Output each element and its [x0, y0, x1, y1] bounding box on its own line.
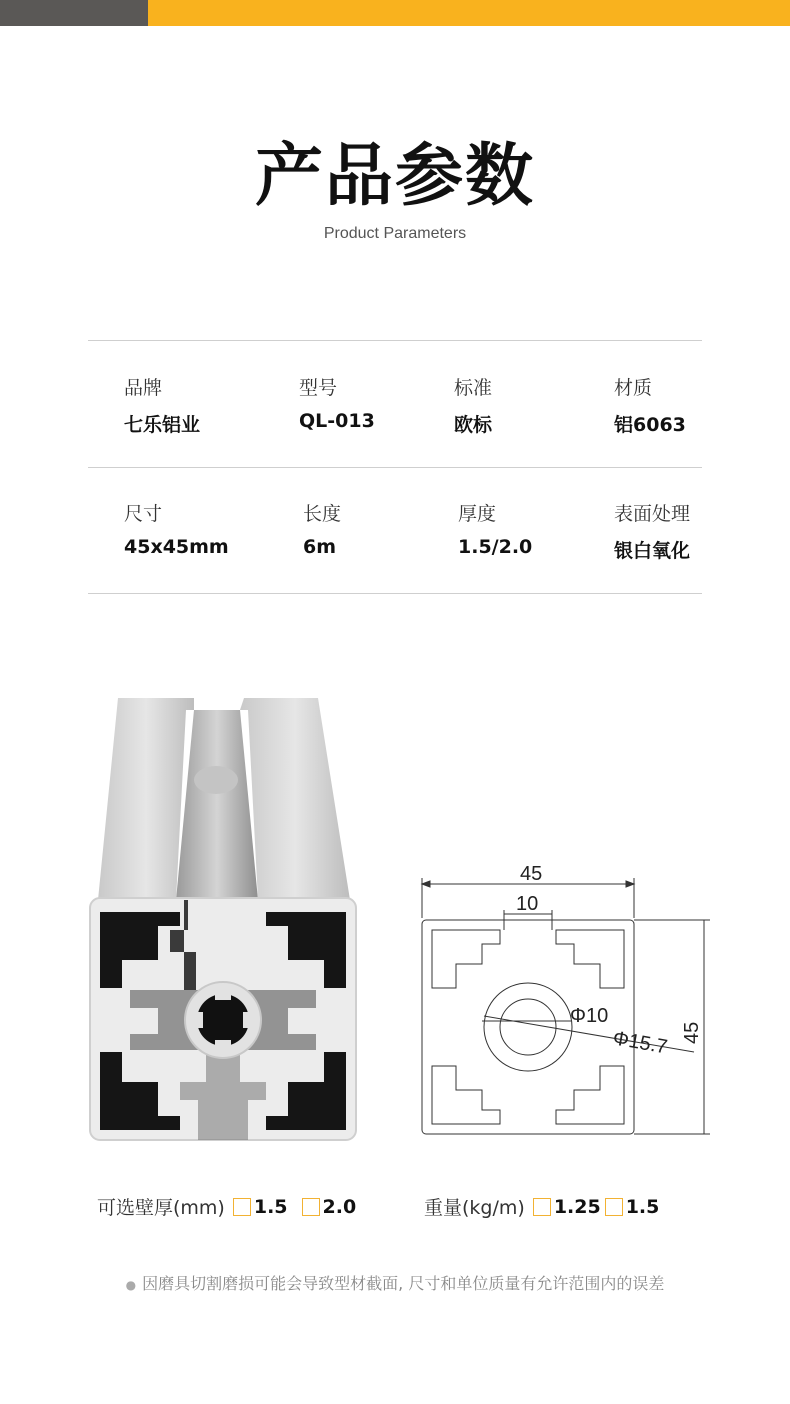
- divider: [88, 467, 702, 468]
- param-value-standard: 欧标: [454, 414, 493, 436]
- param-value-material: 铝6063: [614, 414, 686, 436]
- disclaimer: [0, 1271, 790, 1294]
- param-value-thickness: 1.5/2.0: [458, 536, 533, 558]
- param-value-model: QL-013: [299, 410, 375, 432]
- weight-value-2: 1.5: [625, 1195, 660, 1218]
- param-label-model: 型号: [299, 377, 338, 399]
- bullet-icon: ●: [125, 1278, 137, 1292]
- dim-width: 45: [520, 863, 543, 885]
- wall-value-2: 2.0: [322, 1195, 357, 1218]
- profile-drawing: [412, 860, 722, 1140]
- top-bar-dark: [0, 0, 148, 26]
- param-label-length: 长度: [303, 503, 342, 525]
- dim-inner-dia: Φ10: [570, 1005, 609, 1027]
- dim-height: 45: [681, 1021, 703, 1044]
- dim-outer-dia: Φ15.7: [611, 1027, 670, 1059]
- profile-photo: [88, 690, 360, 1142]
- top-bar-accent: [148, 0, 790, 26]
- param-label-thickness: 厚度: [458, 503, 497, 525]
- weight-options: [424, 1193, 659, 1220]
- param-label-material: 材质: [614, 377, 653, 399]
- page-subtitle: Product Parameters: [323, 225, 467, 242]
- param-label-size: 尺寸: [124, 503, 163, 525]
- disclaimer-text: 因磨具切割磨损可能会导致型材截面, 尺寸和单位质量有允许范围内的误差: [142, 1274, 665, 1293]
- param-value-size: 45x45mm: [124, 536, 229, 558]
- param-value-length: 6m: [303, 536, 337, 558]
- param-value-brand: 七乐铝业: [124, 414, 201, 436]
- page-title: 产品参数: [254, 137, 535, 216]
- param-value-finish: 银白氧化: [614, 540, 691, 562]
- divider: [88, 340, 702, 341]
- wall-label: 可选壁厚(mm): [97, 1197, 225, 1219]
- divider: [88, 593, 702, 594]
- weight-value-1: 1.25: [553, 1195, 601, 1218]
- wall-value-1: 1.5: [253, 1195, 288, 1218]
- wall-checkbox-2[interactable]: [302, 1198, 320, 1216]
- wall-options: [97, 1193, 356, 1220]
- param-label-finish: 表面处理: [614, 503, 691, 525]
- weight-checkbox-2[interactable]: [605, 1198, 623, 1216]
- wall-checkbox-1[interactable]: [233, 1198, 251, 1216]
- dim-slot: 10: [516, 893, 539, 915]
- param-label-brand: 品牌: [124, 377, 163, 399]
- weight-checkbox-1[interactable]: [533, 1198, 551, 1216]
- weight-label: 重量(kg/m): [424, 1197, 525, 1219]
- param-label-standard: 标准: [454, 377, 493, 399]
